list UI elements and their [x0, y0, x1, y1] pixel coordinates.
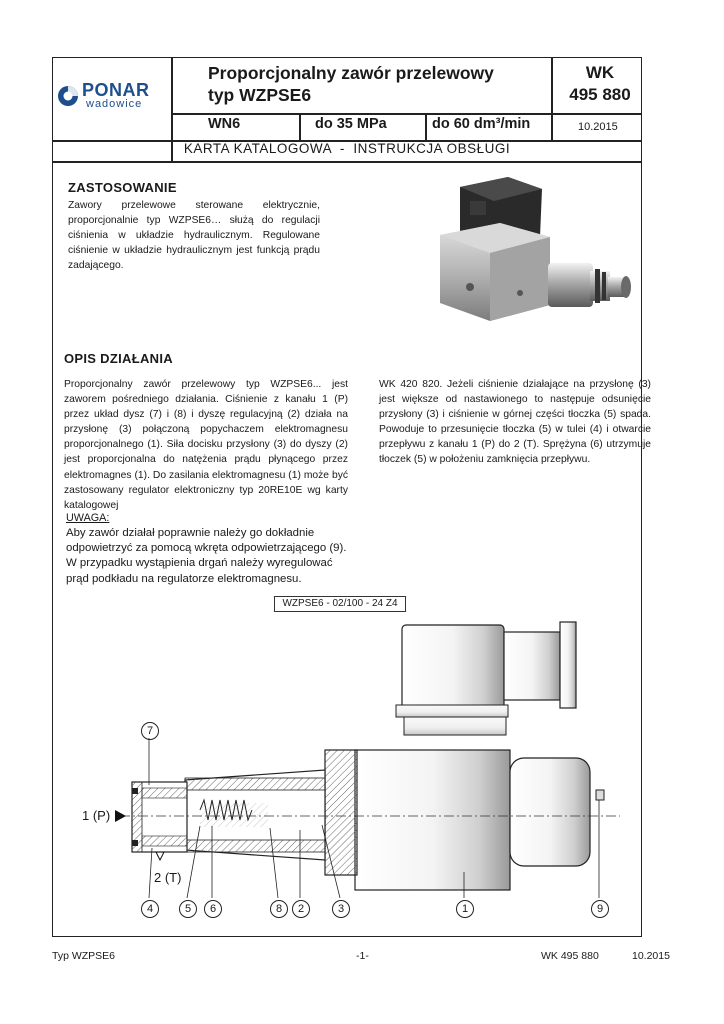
header-divider [299, 113, 301, 141]
warning-line: Aby zawór działał poprawnie należy go dokładnie [66, 527, 315, 539]
brand-sub: wadowice [86, 98, 143, 110]
callout-number: 2 [297, 903, 305, 915]
callout-number: 5 [184, 903, 192, 915]
section-heading-application: ZASTOSOWANIE [68, 180, 177, 195]
footer-type: Typ WZPSE6 [52, 950, 116, 962]
callout-3 [332, 900, 350, 918]
warning-line: odpowietrzyć za pomocą wkręta odpowietrzającego (9). [66, 542, 347, 555]
port-t-label: 2 (T) [154, 870, 182, 885]
footer-doc-number: WK 495 880 [541, 950, 599, 962]
product-photo [430, 175, 640, 340]
brand-name: PONAR [82, 80, 150, 100]
callout-4 [141, 900, 159, 918]
type-code: WZPSE6 - 02/100 - 24 Z4 [282, 598, 398, 609]
warning-label: UWAGA: [66, 512, 110, 524]
wk-line1: WK [585, 63, 615, 82]
max-pressure: do 35 MPa [315, 116, 387, 132]
page-title [208, 62, 553, 106]
header-divider [425, 113, 427, 141]
callout-9 [591, 900, 609, 918]
callout-1 [456, 900, 474, 918]
sectional-drawing [60, 610, 630, 925]
callout-number: 3 [337, 903, 345, 915]
footer-date: 10.2015 [632, 950, 670, 962]
warning-line: prąd podkładu na regulatorze elektromagnesu. [66, 572, 302, 585]
title-line2: typ WZPSE6 [208, 85, 312, 105]
application-text: Zawory przelewowe sterowane elektrycznie, proporcjonalnie typ WZPSE6… służą do regulacji ciśnienia w układzie hydraulicznym. Regulowane ciśnienie w układzie hydraulicznym jest funkcją prądu zadającego. [68, 200, 320, 272]
operation-text-left: Proporcjonalny zawór przelewowy typ WZPSE6... jest zaworem pośredniego działania. Ciśnienie z kanału 1 (P) przez układ dysz (7) i (8) i dyszę regulacyjną (2) działa na przysłonę (3) połączoną popychaczem elektromagnesu proporcjonalnego (1). Siła docisku przysłony (3) do dyszy (2) jest proporcjonalna do natężenia prądu płynącego przez elektromagnes (1). Do zasilania elektromagnesu (1) może być zastosowany regulator elektroniczny typ 20RE10E wg karty katalogowej [64, 379, 348, 511]
warning-line: W przypadku wystąpienia drgań należy wyregulować [66, 557, 333, 570]
callout-number: 8 [275, 903, 283, 915]
callout-number: 6 [209, 903, 217, 915]
callout-2 [292, 900, 310, 918]
wk-number [565, 62, 635, 106]
port-p-label: 1 (P) [82, 808, 111, 823]
callout-number: 7 [146, 725, 154, 737]
callout-6 [204, 900, 222, 918]
callout-8 [270, 900, 288, 918]
operation-text-right: WK 420 820. Jeżeli ciśnienie działające na przysłonę (3) jest większe od nastawionego to następuje odsunięcie przysłony (3) i ciśnienie w górnej części tłoczka (5) spada. Powoduje to przesunięcie tłoczka (5) w tulei (4) i otwarcie przepływu z kanału 1 (P) do 2 (T). Sprężyna (6) utrzymuje tłoczek (5) w położeniu zamknięcia przepływu. [379, 379, 651, 466]
callout-number: 4 [146, 903, 154, 915]
callout-7 [141, 722, 159, 740]
document-subtitle: KARTA KATALOGOWA - INSTRUKCJA OBSŁUGI [183, 141, 511, 156]
callout-number: 1 [461, 903, 469, 915]
warning-text [66, 526, 366, 587]
footer-page-number: -1- [356, 950, 369, 962]
header-date: 10.2015 [578, 121, 618, 133]
drawing-svg [60, 610, 630, 925]
max-flow: do 60 dm³/min [432, 116, 531, 132]
wk-line2: 495 880 [569, 85, 631, 104]
callout-5 [179, 900, 197, 918]
title-line1: Proporcjonalny zawór przelewowy [208, 63, 494, 83]
callout-number: 9 [596, 903, 604, 915]
header-divider [52, 161, 642, 163]
header-divider [171, 113, 642, 115]
nominal-size: WN6 [208, 116, 241, 132]
section-heading-operation: OPIS DZIAŁANIA [64, 351, 173, 366]
